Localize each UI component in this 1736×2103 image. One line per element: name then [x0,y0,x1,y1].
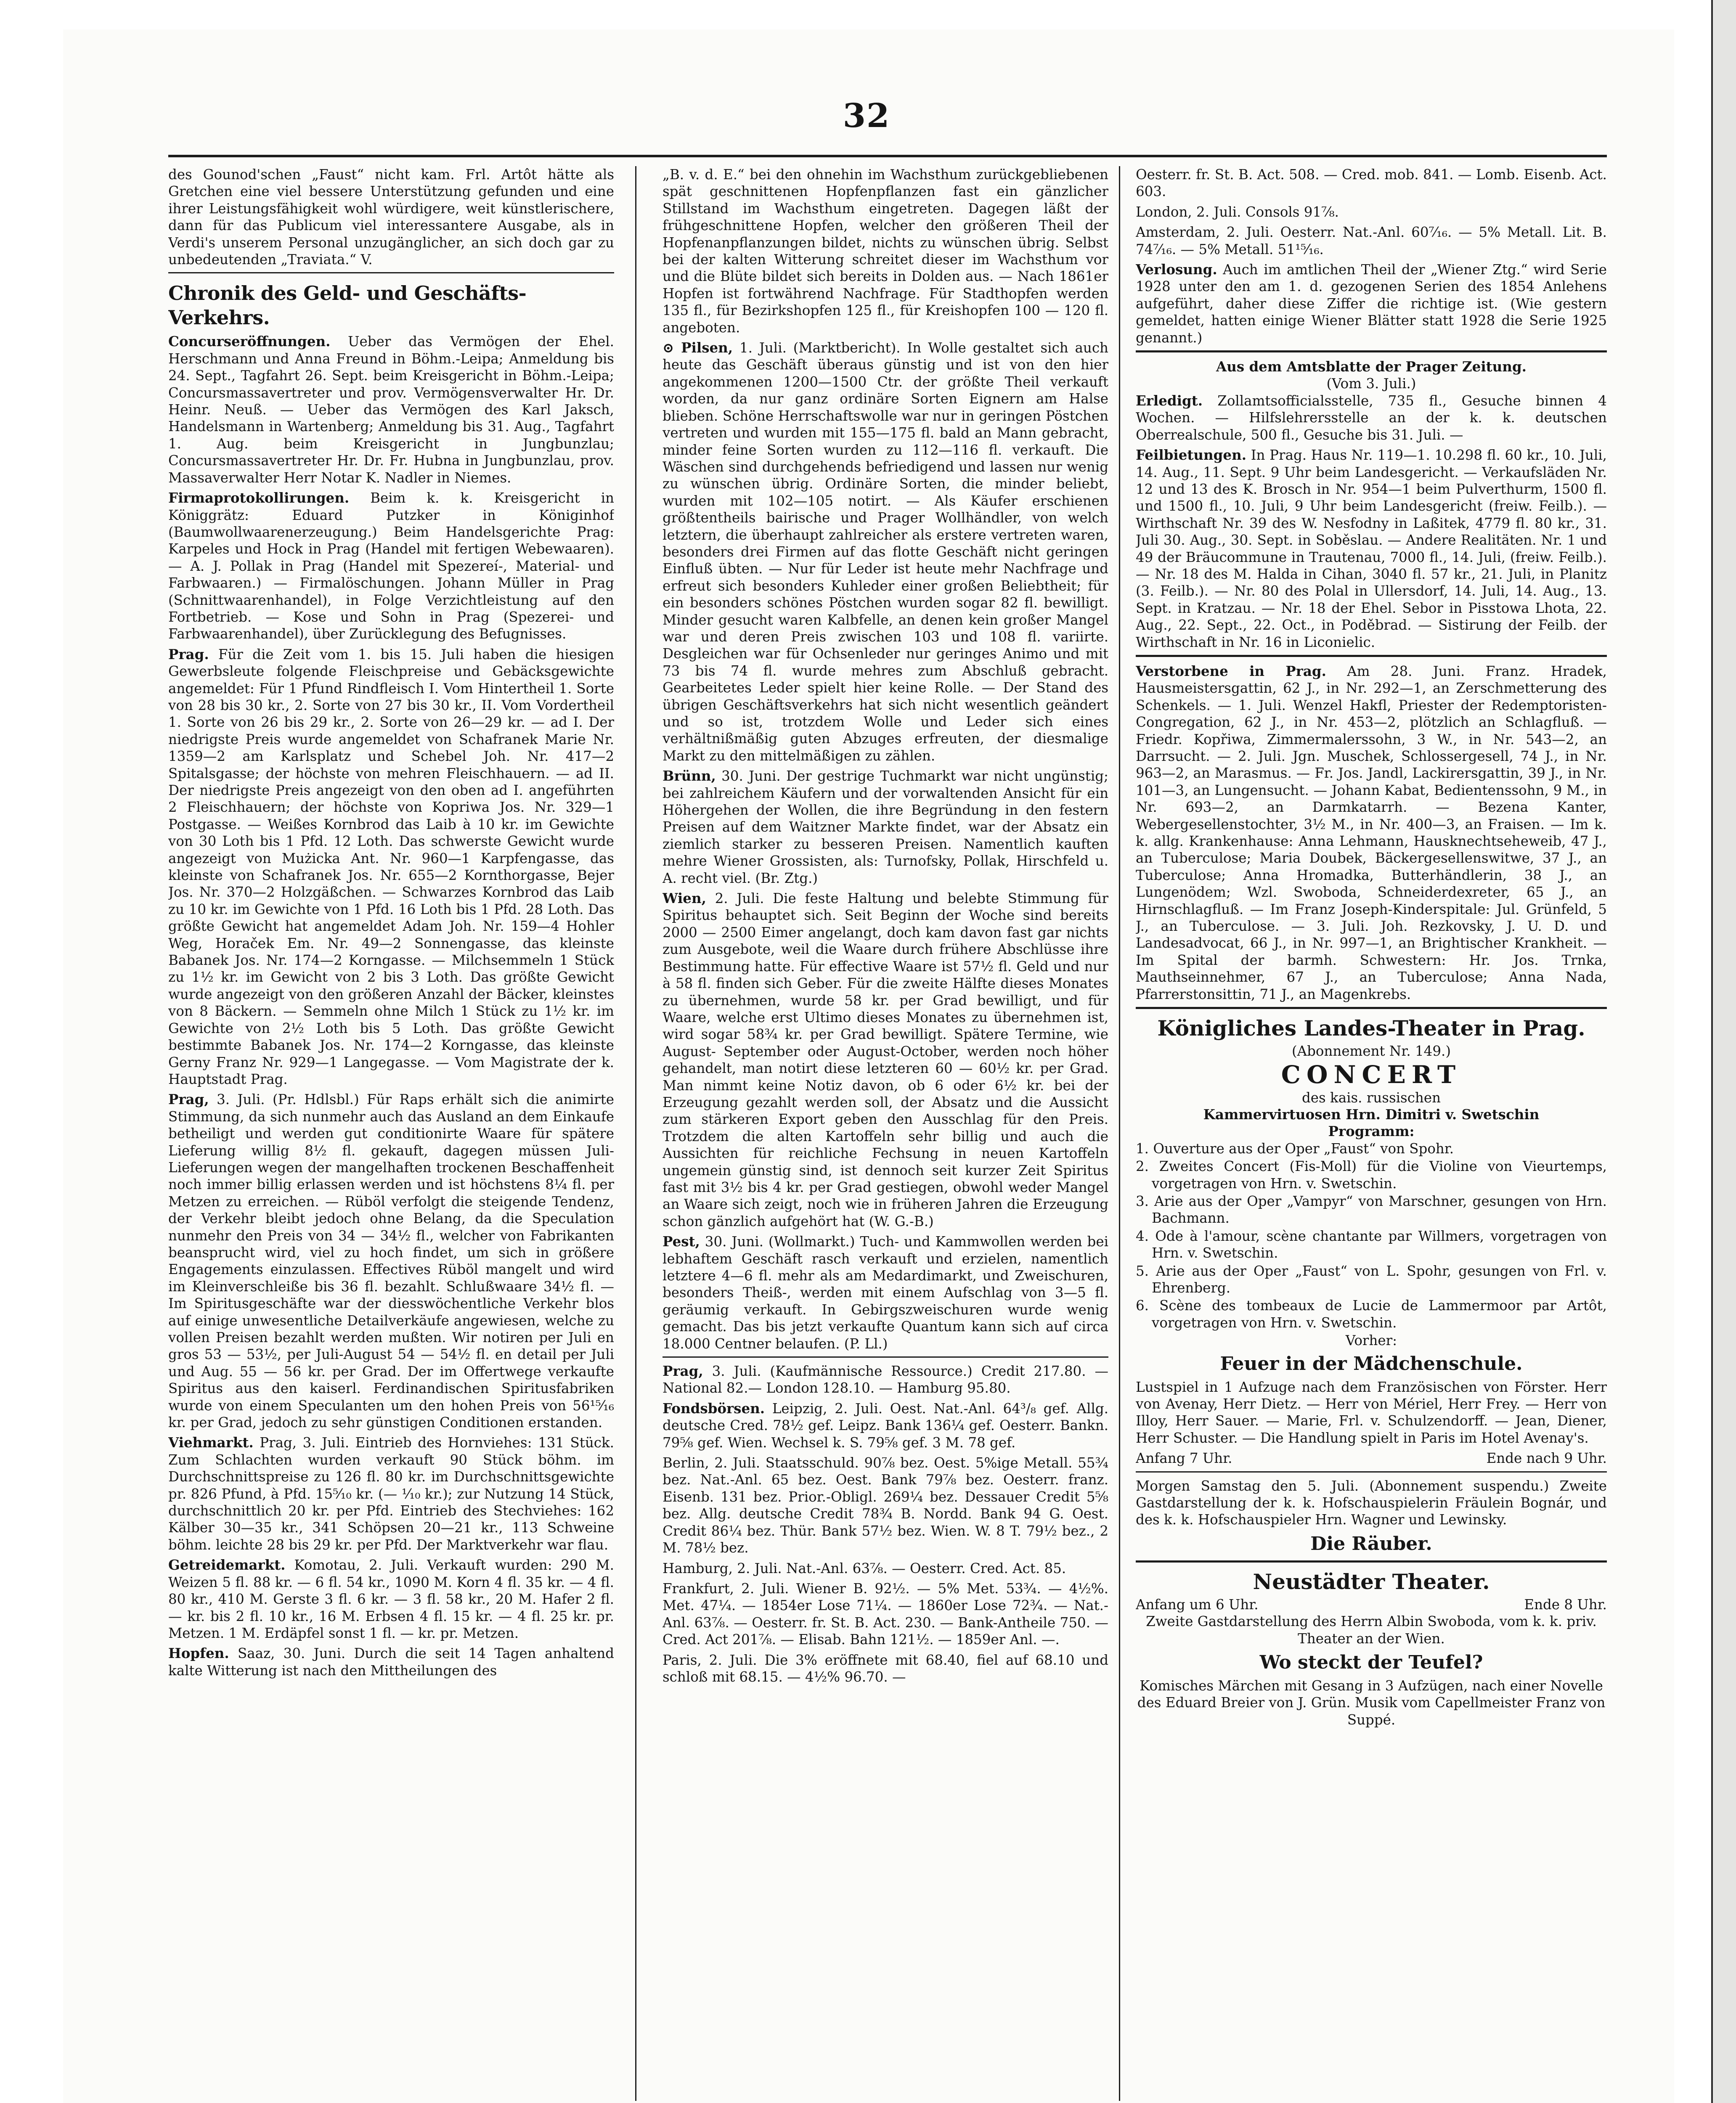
fondsboersen-label: Fondsbörsen. [663,1400,765,1417]
deaths-text: Am 28. Juni. Franz. Hradek, Hausmeistersgattin, 62 J., in Nr. 292—1, an Zerschmetterung des Schenkels. — 1. Juli. Wenzel Hakfl, Priester der Redemptoristen-Congregation, 62 J., in Nr. 453—2, plötzlich an Schlagfluß. — Friedr. Kopřiwa, Zimmermalerssohn, 3 W., in Nr. 543—2, an Darrsucht. — 2. Juli. Jgn. Muschek, Schlossergesell, 74 J., in Nr. 963—2, an Marasmus. — Fr. Jos. Jandl, Lackirersgattin, 39 J., in Nr. 101—3, an Lungensucht. — Johann Kabat, Bedientenssohn, 9 M., in Nr. 693—2, an Darmkatarrh. — Bezena Kanter, Webergesellenstochter, 3½ M., in Nr. 400—3, an Fraisen. — Im k. k. allg. Krankenhause: Anna Lehmann, Hausknechtseheweib, 47 J., an Tuberculose; Maria Doubek, Bäckergesellenswitwe, 37 J., an Tuberculose; Anna Hromadka, Butterhändlerin, 38 J., an Lungenödem; Wzl. Swoboda, Schneiderdexreter, 65 J., an Hirnschlagfluß. — Im Franz Joseph-Kinderspitale: Jul. Grünfeld, 5 J., an Tuberculose. — 3. Juli. Joh. Rezkovsky, J. U. D. und Landesadvocat, 66 J., in Nr. 997—1, an Brightischer Krankheit. — Im Spital der barmh. Schwestern: Hr. Jos. Trnka, Mauthseinnehmer, 67 J., an Tuberculose; Anna Nada, Pfarrerstonsittin, 71 J., an Magenkrebs. [1136,663,1607,1002]
neustaedter-start: Anfang um 6 Uhr. [1136,1596,1259,1613]
pest-paragraph [663,1233,1108,1352]
frankfurt-paragraph: Frankfurt, 2. Juli. Wiener B. 92½. — 5% Met. 53¾. — 4½%. Met. 47¼. — 1854er Lose 71¼. — 1860er Lose 72¾. — Nat.-Anl. 63⅞. — Oesterr. fr. St. B. Act. 230. — Bank-Antheile 750. — Cred. Act 201⅞. — Elisab. Bahn 121½. — 1859er Anl. —. [663,1580,1108,1648]
programm-heading: Programm: [1328,1123,1415,1140]
london-line: London, 2. Juli. Consols 91⁷⁄₈. [1136,204,1339,220]
play-times-feuer [1136,1450,1607,1467]
wien-label: Wien, [663,890,706,907]
column-divider-1 [635,166,636,2101]
concurs-label: Concurseröffnungen. [168,333,331,350]
play-description-feuer: Lustspiel in 1 Aufzuge nach dem Französischen von Förster. Herr von Avenay, Herr Dietz. — Herr von Mériel, Herr Frey. — Herr von Illoy, Herr Sauer. — Marie, Frl. v. Schulzendorff. — Jean, Diener, Herr Schuster. — Die Handlung spielt in Paris im Hotel Avenay's. [1136,1379,1607,1446]
viehmarkt-text: Prag, 3. Juli. Eintrieb des Hornviehes: 131 Stück. Zum Schlachten wurden verkauft 90 Stück böhm. im Durchschnittspreise zu 126 fl. 80 kr. im Durchschnittsgewichte pr. 826 Pfund, à Pfd. 15⁵⁄₁₀ kr. (— ¹⁄₁₀ kr.); zur Nutzung 14 Stück, durchschnittlich 20 kr. per Pfd. Eintrieb des Stechviehes: 162 Kälber 30—35 kr., 341 Schöpsen 20—21 kr., 113 Schweine böhm. leichte 28 bis 29 kr. per Pfd. Der Marktverkehr war flau. [168,1435,614,1553]
hopfen-continued: „B. v. d. E.“ bei den ohnehin im Wachsthum zurückgebliebenen spät geschnittenen Hopfenpflanzen fast ein gänzlicher Stillstand im Wachsthum eingetreten. Dagegen läßt der frühgeschnittene Hopfen, welcher den größeren Theil der Hopfenanpflanzungen bildet, nichts zu wünschen übrig. Selbst bei der kalten Witterung schreitet dieser im Wachsthum vor und die Blüte bildet sich bereits in Dolden aus. — Nach 1861er Hopfen ist fortwährend Nachfrage. Für Stadthopfen werden 135 fl., für Bezirkshopfen 125 fl., für Kreishopfen 100 — 120 fl. angeboten. [663,167,1108,336]
wien-paragraph [663,890,1108,1230]
deaths-paragraph [1136,663,1607,1003]
start-time: Anfang 7 Uhr. [1136,1450,1232,1467]
prag-prices-paragraph [168,646,614,1088]
column-3 [1136,166,1607,2103]
concurs-paragraph [168,333,614,486]
play-title-feuer: Feuer in der Mädchenschule. [1220,1353,1523,1375]
amsterdam-line: Amsterdam, 2. Juli. Oesterr. Nat.-Anl. 60⁷⁄₁₆. — 5% Metall. Lit. B. 74⁷⁄₁₆. — 5% Metall. 51¹⁵⁄₁₆. [1136,224,1607,257]
amtsblatt-heading: Aus dem Amtsblatte der Prager Zeitung. [1216,358,1527,375]
abonnement-line: (Abonnement Nr. 149.) [1291,1043,1451,1059]
erledigt-paragraph [1136,392,1607,443]
fondsboersen-paragraph [663,1400,1108,1451]
hopfen-paragraph [168,1645,614,1679]
column-2 [663,166,1108,2103]
concert-heading: CONCERT [1281,1060,1462,1089]
play-title-teufel: Wo steckt der Teufel? [1259,1652,1483,1674]
vorher-label: Vorher: [1345,1332,1397,1349]
theatre-rule [1136,1007,1607,1009]
feilbietungen-text: In Prag. Haus Nr. 119—1. 10.298 fl. 60 kr., 10. Juli, 14. Aug., 11. Sept. 9 Uhr beim Landesgericht. — Verkaufsläden Nr. 12 und 13 des K. Brosch in Nr. 954—1 beim Pulverthurm, 1500 fl. und 1500 fl., 10. Juli, 9 Uhr beim Landesgericht (freiw. Feilb.). — Wirthschaft Nr. 39 des W. Nesfodny in Laßitek, 4779 fl. 80 kr., 31. Juli 30. Aug., 30. Sept. in Soběslau. — Andere Realitäten. Nr. 1 und 49 der Bräucommune in Trautenau, 7000 fl., 14. Juli, (freiw. Feilb.). — Nr. 18 des M. Halda in Cihan, 3040 fl. 57 kr., 21. Juli, in Planitz (3. Feilb.). — Nr. 80 des Polal in Ullersdorf, 14. Juli, 14. Aug., 13. Sept. in Kratzau. — Nr. 18 der Ehel. Sebor in Pisstowa Lhota, 22. Aug., 22. Sept., 22. Oct., in Poděbrad. — Sistirung der Feilb. der Wirthschaft in Nr. 16 in Liconielic. [1136,447,1607,650]
column-divider-2 [1119,166,1120,2101]
bruenn-label: Brünn, [663,768,716,784]
neustaedter-rule [1136,1560,1607,1563]
viehmarkt-paragraph [168,1434,614,1553]
feilbietungen-paragraph [1136,447,1607,651]
bruenn-text: 30. Juni. Der gestrige Tuchmarkt war nicht ungünstig; bei zahlreichem Käufern und der vorwaltenden Ansicht für ein Höhergehen der Wollen, die ihre Begründung in den festern Preisen auf dem Waitzner Markte findet, war der Absatz ein ziemlich starker zu besseren Preisen. Namentlich kauften mehre Wiener Grossisten, als: Turnofsky, Pollak, Hirschfeld u. A. recht viel. (Br. Ztg.) [663,768,1108,886]
hopfen-label: Hopfen. [168,1645,229,1662]
play-description-teufel: Komisches Märchen mit Gesang in 3 Aufzügen, nach einer Novelle des Eduard Breier von J. Grün. Musik vom Capellmeister Franz von Suppé. [1137,1678,1606,1728]
prag-ressource-label: Prag, [663,1363,703,1380]
viehmarkt-label: Viehmarkt. [168,1434,254,1451]
getreide-text: Komotau, 2. Juli. Verkauft wurden: 290 M. Weizen 5 fl. 88 kr. — 6 fl. 54 kr., 1090 M. Korn 4 fl. 35 kr. — 4 fl. 80 kr., 410 M. Gerste 3 fl. 6 kr. — 3 fl. 58 kr., 20 M. Hafer 2 fl. — kr. bis 2 fl. 10 kr., 16 M. Erbsen 4 fl. 15 kr. — 4 fl. 25 kr. pr. Metzen. 1 M. Erdäpfel sonst 1 fl. — kr. pr. Metzen. [168,1557,614,1641]
prag-ressource-text: 3. Juli. (Kaufmännische Ressource.) Credit 217.80. — National 82.— London 128.10. — Hamburg 95.80. [663,1363,1108,1396]
concert-by: des kais. russischen [1301,1089,1441,1106]
feilbietungen-label: Feilbietungen. [1136,447,1247,464]
bruenn-paragraph [663,768,1108,887]
program-item-5: 5. Arie aus der Oper „Faust“ von L. Spohr, gesungen von Frl. v. Ehrenberg. [1136,1263,1607,1296]
erledigt-label: Erledigt. [1136,392,1203,409]
amtsblatt-date: (Vom 3. Juli.) [1326,376,1416,392]
prag-raps-label: Prag, [168,1091,209,1108]
paris-continued: Oesterr. fr. St. B. Act. 508. — Cred. mob. 841. — Lomb. Eisenb. Act. 603. [1136,167,1607,200]
neustaedter-times [1136,1596,1607,1613]
program-item-2: 2. Zweites Concert (Fis-Moll) für die Violine von Vieurtemps, vorgetragen von Hrn. v. Swetschin. [1136,1158,1607,1192]
end-time: Ende nach 9 Uhr. [1486,1450,1607,1467]
prag-label: Prag. [168,646,209,662]
firma-text: Beim k. k. Kreisgericht in Königgrätz: Eduard Putzker in Königinhof (Baumwollwaarenerzeugung.) Beim Handelsgerichte Prag: Karpeles und Hock in Prag (Handel mit fertigen Webewaaren). — A. J. Pollak in Prag (Handel mit Spezereí-, Material- und Farbwaaren.) — Firmalöschungen. Johann Müller in Prag (Schnittwaarenhandel), in Folge Verzichtleistung auf den Fortbetrieb. — Kose und Sohn in Prag (Spezerei- und Farbwaarenhandel), über Zurücklegung des Befugnisses. [168,490,614,642]
getreide-label: Getreidemarkt. [168,1557,286,1573]
getreide-paragraph [168,1557,614,1642]
section-heading-finance: Chronik des Geld- und Geschäfts-Verkehrs. [168,282,527,329]
morgen-paragraph: Morgen Samstag den 5. Juli. (Abonnement suspendu.) Zweite Gastdarstellung der k. k. Hofschauspielerin Fräulein Bognár, und des k. k. Hofschauspieler Hrn. Wagner und Lewinsky. [1136,1478,1607,1528]
concurs-text: Ueber das Vermögen der Ehel. Herschmann und Anna Freund in Böhm.-Leipa; Anmeldung bis 24. Sept., Tagfahrt 26. Sept. beim Kreisgericht in Böhm.-Leipa; Concursmassavertreter und prov. Vermögensverwalter Hr. Dr. Heinr. Neuß. — Ueber das Vermögen des Karl Jaksch, Handelsmann in Wartenberg; Anmeldung bis 31. Aug., Tagfahrt 1. Aug. beim Kreisgericht in Jungbunzlau; Concursmassavertreter Hr. Dr. Fr. Hubna in Jungbunzlau, prov. Massaverwalter Herr Notar K. Nadler in Niemes. [168,334,614,486]
concert-artist: Kammervirtuosen Hrn. Dimitri v. Swetschin [1203,1106,1540,1123]
program-item-6: 6. Scène des tombeaux de Lucie de Lammermoor par Artôt, vorgetragen von Hrn. v. Swetschin. [1136,1298,1607,1331]
deaths-label: Verstorbene in Prag. [1136,662,1326,679]
amtsblatt-rule [1136,350,1607,352]
fondsboersen-text: Leipzig, 2. Juli. Oest. Nat.-Anl. 64³/₈ gef. Allg. deutsche Cred. 78½ gef. Leipz. Bank 136¼ gef. Oesterr. Bankn. 79⁵⁄₈ gef. Wien. Wechsel k. S. 79⁵⁄₈ gef. 3 M. 78 gef. [663,1400,1108,1451]
berlin-paragraph: Berlin, 2. Juli. Staatsschuld. 90⅞ bez. Oest. 5%ige Metall. 55¾ bez. Nat.-Anl. 65 bez. Oest. Bank 79⅞ bez. Oesterr. franz. Eisenb. 131 bez. Prior.-Obligl. 269¼ bez. Dessauer Credit 5⁵⁄₈ bez. Allg. deutsche Credit 78¾ B. Nordd. Bank 94 G. Oest. Credit 86¼ bez. Thür. Bank 57½ bez. Wien. W. 8 T. 79½ bez., 2 M. 78½ bez. [663,1455,1108,1556]
pilsen-text: 1. Juli. (Marktbericht). In Wolle gestaltet sich auch heute das Geschäft überaus günstig und ist von den hier angekommenen 1200—1500 Ctr. der größte Theil verkauft worden, da nur ganz ordinäre Sorten Eignern am Halse blieben. Schöne Herrschaftswolle war nur in geringen Pöstchen vertreten und wurden mit 155—175 fl. bald an Mann gebracht, minder feine Sorten wurden zu 112—116 fl. verkauft. Die Wäschen sind durchgehends befriedigend und lassen nur wenig zu wünschen übrig. Ordinäre Sorten, die minder beliebt, wurden mit 102—105 notirt. — Als Käufer erschienen größtentheils bairische und Prager Wollhändler, von welch letztern, die überhaupt zahlreicher als erstere vertreten waren, besonders drei Firmen auf das flotte Geschäft nicht geringen Einfluß übten. — Nur für Leder ist heute mehr Nachfrage und erfreut sich besonders Kuhleder einer großen Beliebtheit; für ein besonders schönes Pöstchen wurden sogar 82 fl. bewilligt. Minder gesucht waren Kalbfelle, an denen kein großer Mangel war und deren Preis zwischen 103 und 108 fl. variirte. Desgleichen war für Ochsenleder nur geringes Animo und mit 73 bis 74 fl. wurde mehres zum Abschluß gebracht. Gearbeitetes Leder spielt hier keine Rolle. — Der Stand des übrigen Geschäftsverkehrs hat sich nicht wesentlich geändert und so ist, trotzdem Wolle und Leder sich eines verhältnißmäßig guten Abzuges erfreuten, der diesmalige Markt zu den mittelmäßigen zu zählen. [663,340,1108,764]
header-rule [168,155,1607,157]
prag-raps-text: 3. Juli. (Pr. Hdlsbl.) Für Raps erhält sich die animirte Stimmung, da sich nunmehr auch das Ausland an dem Einkaufe betheiligt und werden gut conditionirte Waare für spätere Lieferung willig 8½ fl. gekauft, dagegen müssen Juli-Lieferungen wegen der mangelhaften trockenen Beschaffenheit noch immer billig erlassen werden und ist höchstens 8¼ fl. per Metzen zu erreichen. — Rüböl verfolgt die steigende Tendenz, der Verkehr bleibt jedoch ohne Belang, da die Speculation nunmehr den Preis von 34 — 34½ fl., welcher von Fabrikanten beansprucht wird, viel zu hoch findet, um sich in größere Engagements einzulassen. Effectives Rüböl mangelt und wird im Kleinverschleiße bis 36 fl. bezahlt. Schlußwaare 34½ fl. — Im Spiritusgeschäfte war der diesswöchentliche Verkehr blos auf einige unwesentliche Detailverkäufe angewiesen, welche zu vollen Preisen bezahlt werden mußten. Wir notiren per Juli en gros 53 — 53½, per Juli-August 54 — 54½ fl. en detail per Juli und Aug. 55 — 56 kr. per Grad. Der im Offertwege verkaufte Spiritus aus den kaiserl. Ferdinandischen Spiritusfabriken wurde von einem Speculanten um den hohen Preis von 56¹⁵⁄₁₆ kr. per Grad, jedoch zu sehr günstigen Conditionen erstanden. [168,1091,614,1431]
section-rule-2 [663,1356,1108,1358]
neustaedter-theater-title: Neustädter Theater. [1253,1569,1490,1594]
verlosung-paragraph [1136,261,1607,346]
scan-margin [1713,0,1736,2103]
firma-paragraph [168,490,614,643]
theatre-review-end: des Gounod'schen „Faust“ nicht kam. Frl. Artôt hätte als Gretchen eine viel bessere Unterstützung gefunden und eine ihrer Leistungsfähigkeit wohl würdigere, weit künstlerischere, dann für das Publicum viel interessantere Ausgabe, als in Verdi's unserem Personal unzugänglicher, an sich doch gar zu unbedeutenden „Traviata.“ V. [168,167,614,268]
morgen-rule [1136,1471,1607,1473]
verlosung-label: Verlosung. [1136,261,1217,278]
program-item-4: 4. Ode à l'amour, scène chantante par Willmers, vorgetragen von Hrn. v. Swetschin. [1136,1228,1607,1261]
firma-label: Firmaprotokollirungen. [168,490,350,506]
pilsen-paragraph [663,339,1108,764]
prag-raps-paragraph [168,1091,614,1431]
hamburg-paragraph: Hamburg, 2. Juli. Nat.-Anl. 63⅞. — Oesterr. Cred. Act. 85. [663,1560,1066,1576]
column-1 [168,166,614,2103]
prag-ressource-paragraph [663,1363,1108,1397]
hopfen-text: Saaz, 30. Juni. Durch die seit 14 Tagen anhaltend kalte Witterung ist nach den Mittheilungen des [168,1645,614,1679]
prag-prices-text: Für die Zeit vom 1. bis 15. Juli haben die hiesigen Gewerbsleute folgende Fleischpreise und Gebäcksgewichte angemeldet: Für 1 Pfund Rindfleisch I. Vom Hintertheil 1. Sorte von 28 bis 30 kr., 2. Sorte von 27 bis 30 kr., II. Vom Vordertheil 1. Sorte von 26 bis 29 kr., 2. Sorte von 26—29 kr. — ad I. Der niedrigste Preis wurde angemeldet von Schafranek Marie Nr. 1359—2 am Karlsplatz und Schebel Joh. Nr. 417—2 Spitalsgasse; der höchste von mehren Fleischhauern. — ad II. Der niedrigste Preis angezeigt von den oben ad I. angeführten 2 Fleischhauern; der höchste von Kopriwa Jos. Nr. 329—1 Postgasse. — Weißes Kornbrod das Laib à 10 kr. im Gewichte von 30 Loth bis 1 Pfd. 12 Loth. Das schwerste Gewicht wurde angezeigt von Mużicka Ant. Nr. 960—1 Karpfengasse, das kleinste von Schafranek Jos. Nr. 655—2 Kornthorgasse, Bejer Jos. Nr. 370—2 Holzgäßchen. — Schwarzes Kornbrod das Laib zu 10 kr. im Gewichte von 1 Pfd. 16 Loth bis 1 Pfd. 28 Loth. Das größte Gewicht hat angemeldet Adam Joh. Nr. 159—4 Hohler Weg, Horaček Em. Nr. 49—2 Sonnengasse, das kleinste Babanek Jos. Nr. 174—2 Korngasse. — Milchsemmeln 1 Stück zu 1½ kr. im Gewicht von 2 bis 3 Loth. Das größte Gewicht wurde angezeigt von den größeren Anzahl der Bäcker, kleinstes von 8 Bäckern. — Semmeln ohne Milch 1 Stück zu 1½ kr. im Gewichte von 2½ Loth bis 5 Loth. Das größte Gewicht bestimmte Babanek Jos. Nr. 174—2 Korngasse, das kleinste Gerny Franz Nr. 929—1 Langegasse. — Vom Magistrate der k. Hauptstadt Prag. [168,646,614,1087]
landes-theater-title: Königliches Landes-Theater in Prag. [1157,1016,1585,1041]
wien-text: 2. Juli. Die feste Haltung und belebte Stimmung für Spiritus behauptet sich. Seit Beginn der Woche sind bereits 2000 — 2500 Eimer angelangt, doch kam davon fast gar nichts zum Ausgebote, weil die Waare durch frühere Abschlüsse ihre Bestimmung hatte. Für effective Waare ist 57½ fl. Geld und nur à 58 fl. finden sich Geber. Für die zweite Hälfte dieses Monates zu übernehmen, wurde 58 kr. per Grad bewilligt, und für Waare, welche erst Ultimo dieses Monates zu übernehmen ist, wird sogar 58¾ kr. per Grad bewilligt. Spätere Termine, wie August- September oder August-October, werden noch höher gehandelt, man notirt diese letzteren 60 — 60½ kr. per Grad. Man nimmt keine Notiz davon, ob 6 oder 6½ kr. bei der Erzeugung gezahlt werden soll, der Absatz und die Aussicht zum stärkeren Export geben den Ausschlag für den Preis. Trotzdem die alten Kartoffeln sehr billig und auch die Aussichten für reichliche Fechsung in neuen Kartoffeln ungemein günstig sind, ist dennoch seit kurzer Zeit Spiritus fast mit 3½ bis 4 kr. per Grad gestiegen, obwohl weder Mangel an Waare sich zeigt, noch wie in früheren Jahren die Erzeugung schon gänzlich aufgehört hat (W. G.-B.) [663,890,1108,1229]
paris-paragraph: Paris, 2. Juli. Die 3% eröffnete mit 68.40, fiel auf 68.10 und schloß mit 68.15. — 4½% 96.70. — [663,1652,1108,1685]
program-item-3: 3. Arie aus der Oper „Vampyr“ von Marschner, gesungen von Hrn. Bachmann. [1136,1193,1607,1226]
pest-text: 30. Juni. (Wollmarkt.) Tuch- und Kammwollen werden bei lebhaftem Geschäft rasch verkauft und erzielen, namentlich letztere 4—6 fl. mehr als am Medardimarkt, und Zweischuren, besonders Theiß-, werden mit einem Aufschlag von 3—5 fl. geräumig verkauft. In Gebirgszweischuren wurde wenig gemacht. Das bis jetzt verkaufte Quantum kann sich auf circa 18.000 Centner belaufen. (P. Ll.) [663,1234,1108,1352]
verlosung-text: Auch im amtlichen Theil der „Wiener Ztg.“ wird Serie 1928 unter den am 1. d. gezogenen Serien des 1854 Anlehens aufgeführt, daher diese Ziffer die richtige ist. (Wie gestern gemeldet, hatten einige Wiener Blätter statt 1928 die Serie 1925 genannt.) [1136,262,1607,346]
deaths-rule [1136,655,1607,657]
play-title-raeuber: Die Räuber. [1310,1533,1432,1555]
neustaedter-description: Zweite Gastdarstellung des Herrn Albin Swoboda, vom k. k. priv. Theater an der Wien. [1146,1613,1597,1647]
program-item-1: 1. Ouverture aus der Oper „Faust“ von Spohr. [1136,1140,1454,1157]
neustaedter-end: Ende 8 Uhr. [1524,1596,1607,1613]
section-rule [168,272,614,273]
pilsen-label: ⊙ Pilsen, [663,339,733,356]
pest-label: Pest, [663,1233,700,1250]
page-number: 32 [843,97,891,135]
erledigt-text: Zollamtsofficialsstelle, 735 fl., Gesuche binnen 4 Wochen. — Hilfslehrersstelle an der k. k. deutschen Oberrealschule, 500 fl., Gesuche bis 31. Juli. — [1136,392,1607,443]
